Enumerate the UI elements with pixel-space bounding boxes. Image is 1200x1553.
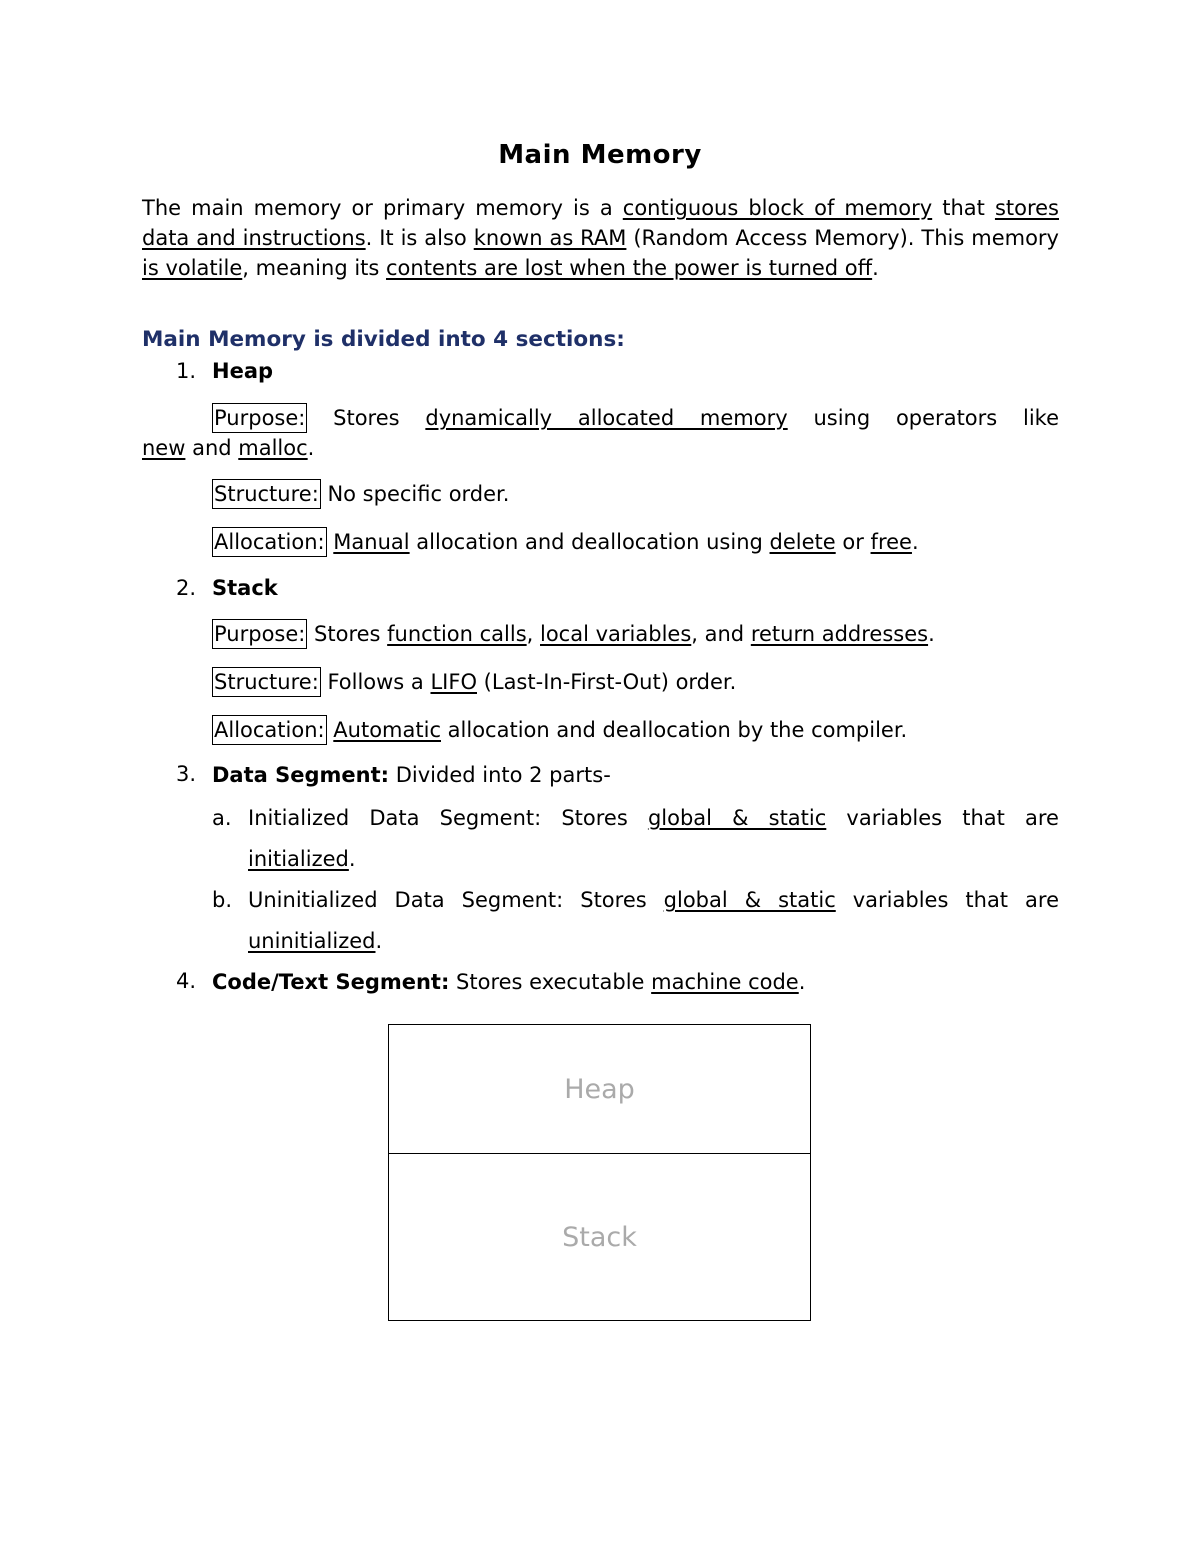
intro-paragraph xyxy=(142,193,1059,283)
intro-underline: stores data and instructions xyxy=(142,196,1059,250)
text: or xyxy=(835,530,871,554)
text: Stores xyxy=(307,622,388,646)
data-segment-heading xyxy=(212,760,611,790)
text: . xyxy=(307,436,315,460)
list-number: 2. xyxy=(176,576,197,600)
intro-underline: known as RAM xyxy=(473,226,627,250)
code-segment-title: Code/Text Segment: xyxy=(212,970,450,994)
intro-underline: contents are lost when the power is turned off xyxy=(386,256,873,280)
underlined-text: global & static xyxy=(647,806,827,830)
purpose-label: Purpose: xyxy=(212,619,307,649)
intro-underline: is volatile xyxy=(142,256,243,280)
sublist-letter: b. xyxy=(212,888,233,912)
underlined-text: malloc xyxy=(238,436,308,460)
text: variables that are xyxy=(835,888,1059,912)
text: (Last-In-First-Out) order. xyxy=(477,670,737,694)
text: . xyxy=(375,929,383,953)
underlined-text: function calls xyxy=(387,622,527,646)
text: No specific order. xyxy=(320,482,510,506)
underlined-text: LIFO xyxy=(430,670,477,694)
text: Uninitialized Data Segment: Stores xyxy=(248,888,664,912)
text: Stores xyxy=(307,406,426,430)
initialized-segment-line1 xyxy=(248,803,1059,833)
sublist-letter: a. xyxy=(212,806,232,830)
underlined-text: return addresses xyxy=(750,622,929,646)
initialized-segment-line2 xyxy=(248,844,356,874)
underlined-text: initialized xyxy=(248,847,349,871)
intro-text: that xyxy=(932,196,995,220)
text: variables that are xyxy=(826,806,1059,830)
text: using operators like xyxy=(787,406,1059,430)
intro-underline: contiguous block of memory xyxy=(622,196,933,220)
text: , and xyxy=(691,622,751,646)
text: , xyxy=(526,622,540,646)
underlined-text: Automatic xyxy=(333,718,441,742)
underlined-text: uninitialized xyxy=(248,929,376,953)
text: . xyxy=(928,622,935,646)
stack-title: Stack xyxy=(212,576,278,600)
list-number: 1. xyxy=(176,359,197,383)
intro-text: The main memory or primary memory is a xyxy=(142,196,623,220)
page-title: Main Memory xyxy=(498,140,702,170)
intro-text: . It is also xyxy=(365,226,474,250)
code-segment xyxy=(212,967,805,997)
purpose-label: Purpose: xyxy=(212,403,307,433)
text: allocation and deallocation by the compiler. xyxy=(441,718,908,742)
intro-text: . xyxy=(872,256,879,280)
list-number: 3. xyxy=(176,762,197,786)
underlined-text: local variables xyxy=(540,622,692,646)
allocation-label: Allocation: xyxy=(212,527,327,557)
underlined-text: machine code xyxy=(651,970,799,994)
allocation-label: Allocation: xyxy=(212,715,327,745)
heap-purpose-line2 xyxy=(142,433,314,463)
stack-purpose xyxy=(212,619,935,649)
text: allocation and deallocation using xyxy=(409,530,770,554)
underlined-text: global & static xyxy=(663,888,836,912)
text: . xyxy=(798,970,806,994)
heap-title: Heap xyxy=(212,359,274,383)
underlined-text: delete xyxy=(769,530,836,554)
text: Initialized Data Segment: Stores xyxy=(248,806,648,830)
data-segment-title: Data Segment: xyxy=(212,763,390,787)
section-heading: Main Memory is divided into 4 sections: xyxy=(142,327,625,352)
memory-diagram xyxy=(388,1024,811,1321)
heap-structure xyxy=(212,479,509,509)
structure-label: Structure: xyxy=(212,479,321,509)
intro-text: , meaning its xyxy=(242,256,387,280)
underlined-text: dynamically allocated memory xyxy=(425,406,788,430)
text: . xyxy=(911,530,919,554)
text: Stores executable xyxy=(449,970,652,994)
text: Follows a xyxy=(320,670,431,694)
intro-text: (Random Access Memory). This memory xyxy=(626,226,1059,250)
list-number: 4. xyxy=(176,969,197,993)
diagram-stack-cell: Stack xyxy=(562,1221,637,1253)
uninitialized-segment-line2 xyxy=(248,926,382,956)
diagram-heap-cell: Heap xyxy=(389,1025,810,1154)
heap-purpose-line1 xyxy=(212,403,1059,433)
structure-label: Structure: xyxy=(212,667,321,697)
underlined-text: new xyxy=(142,436,186,460)
stack-structure xyxy=(212,667,736,697)
stack-allocation xyxy=(212,715,907,745)
underlined-text: Manual xyxy=(333,530,410,554)
text: and xyxy=(185,436,239,460)
heap-allocation xyxy=(212,527,919,557)
uninitialized-segment-line1 xyxy=(248,885,1059,915)
underlined-text: free xyxy=(870,530,912,554)
text: . xyxy=(348,847,356,871)
text: Divided into 2 parts- xyxy=(389,763,611,787)
